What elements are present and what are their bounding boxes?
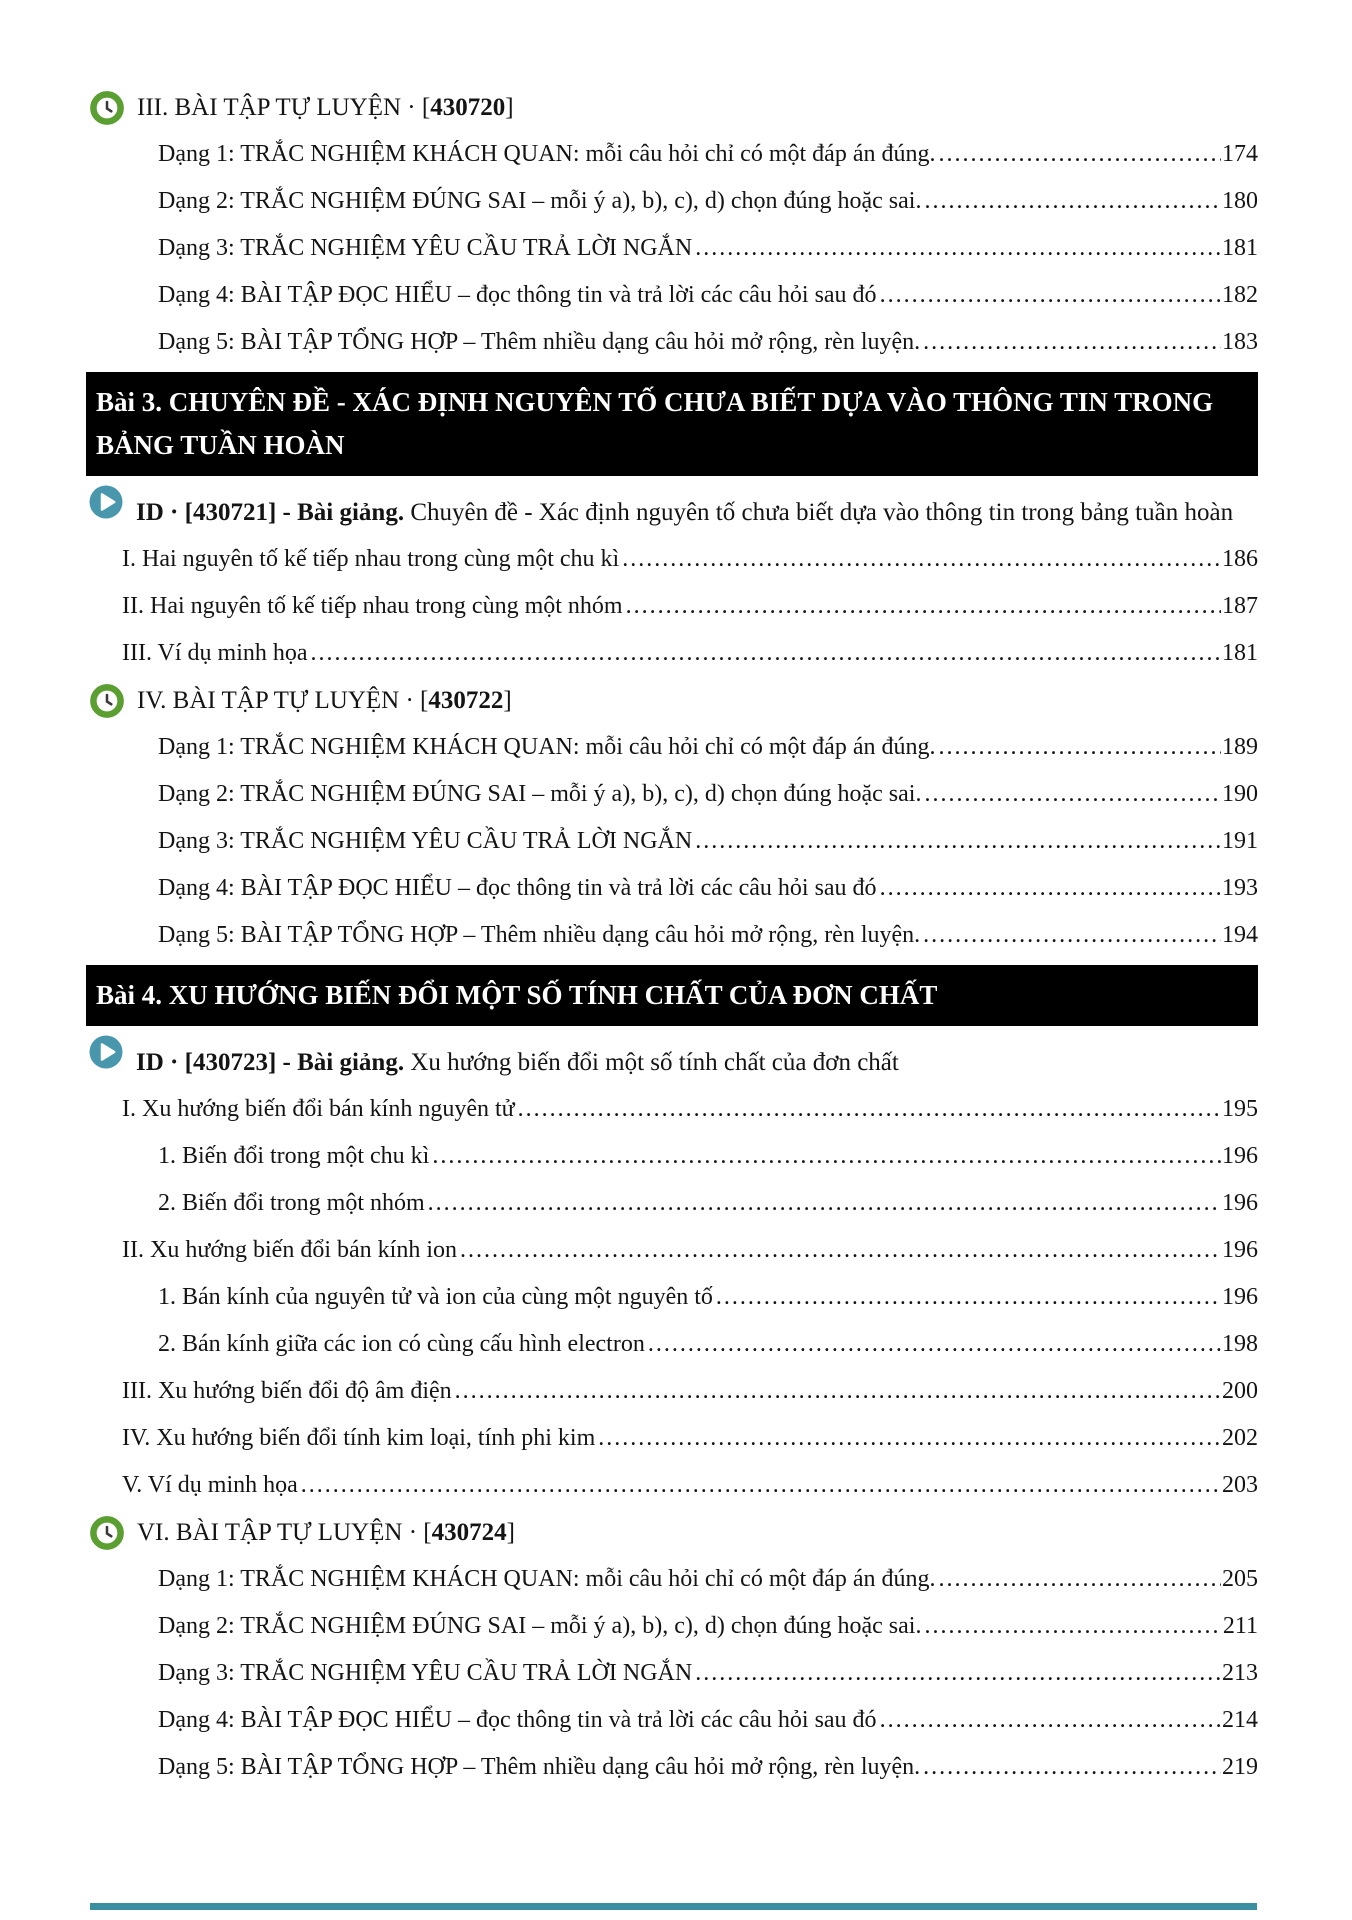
toc-entry-label: Dạng 3: TRẮC NGHIỆM YÊU CẦU TRẢ LỜI NGẮN [158, 1660, 693, 1686]
toc-entry-label: 2. Biến đổi trong một nhóm [158, 1190, 425, 1216]
exercise-title-close: ] [506, 1519, 515, 1546]
toc-entry [86, 912, 1258, 959]
toc-entry-label: Dạng 1: TRẮC NGHIỆM KHÁCH QUAN: mỗi câu hỏi chỉ có một đáp án đúng. [158, 1566, 936, 1592]
dot-leader [923, 912, 1221, 959]
lecture-heading [86, 1034, 1258, 1086]
toc-entry [86, 771, 1258, 818]
toc-entry [86, 178, 1258, 225]
toc-entry [86, 1227, 1258, 1274]
clock-icon [90, 684, 124, 718]
exercise-heading [86, 84, 1258, 131]
clock-icon [90, 1516, 124, 1550]
exercise-id: 430722 [428, 687, 504, 714]
exercise-heading [86, 1509, 1258, 1556]
exercise-title-text: VI. BÀI TẬP TỰ LUYỆN · [ [137, 1519, 432, 1546]
toc-entry-label: I. Hai nguyên tố kế tiếp nhau trong cùng một chu kì [122, 546, 620, 572]
exercise-title-text: IV. BÀI TẬP TỰ LUYỆN · [ [137, 687, 429, 714]
toc-entry-label: Dạng 2: TRẮC NGHIỆM ĐÚNG SAI – mỗi ý a), b), c), d) chọn đúng hoặc sai. [158, 188, 922, 214]
toc-entry-page: 213 [1222, 1660, 1258, 1686]
dot-leader [622, 536, 1221, 583]
play-icon [88, 1034, 124, 1070]
toc-entry-page: 205 [1222, 1566, 1258, 1592]
footer-bar [90, 1903, 1257, 1910]
toc-entry-label: II. Xu hướng biến đổi bán kính ion [122, 1237, 457, 1263]
toc-entry-label: 1. Biến đổi trong một chu kì [158, 1143, 430, 1169]
toc-entry [86, 1744, 1258, 1791]
lecture-id-label: ID · [430723] - Bài giảng. [136, 1049, 405, 1076]
toc-entry-page: 181 [1222, 640, 1258, 666]
toc-entry [86, 818, 1258, 865]
toc-entry-page: 181 [1222, 235, 1258, 261]
dot-leader [923, 319, 1221, 366]
toc-entry-label: Dạng 1: TRẮC NGHIỆM KHÁCH QUAN: mỗi câu hỏi chỉ có một đáp án đúng. [158, 734, 936, 760]
dot-leader [716, 1274, 1221, 1321]
toc-entry-label: Dạng 4: BÀI TẬP ĐỌC HIỂU – đọc thông tin và trả lời các câu hỏi sau đó [158, 1707, 877, 1733]
toc-entry-page: 186 [1222, 546, 1258, 572]
toc-entry [86, 1415, 1258, 1462]
toc-entry-page: 214 [1222, 1707, 1258, 1733]
toc-rows [86, 84, 1258, 1791]
toc-entry [86, 1133, 1258, 1180]
dot-leader [938, 1556, 1221, 1603]
dot-leader [938, 724, 1221, 771]
toc-entry-page: 183 [1222, 329, 1258, 355]
toc-entry-page: 196 [1222, 1284, 1258, 1310]
dot-leader [938, 131, 1221, 178]
toc-entry-page: 191 [1222, 828, 1258, 854]
toc-entry-page: 211 [1222, 1613, 1258, 1639]
dot-leader [695, 1650, 1221, 1697]
exercise-title-text: III. BÀI TẬP TỰ LUYỆN · [ [137, 94, 431, 121]
toc-entry-label: Dạng 5: BÀI TẬP TỔNG HỢP – Thêm nhiều dạng câu hỏi mở rộng, rèn luyện. [158, 329, 921, 355]
exercise-id: 430720 [430, 94, 506, 121]
toc-entry [86, 1321, 1258, 1368]
lecture-title: Xu hướng biến đổi một số tính chất của đơn chất [404, 1049, 899, 1076]
play-icon [88, 484, 124, 520]
dot-leader [880, 865, 1221, 912]
dot-leader [598, 1415, 1221, 1462]
toc-entry [86, 1368, 1258, 1415]
toc-entry-label: Dạng 5: BÀI TẬP TỔNG HỢP – Thêm nhiều dạng câu hỏi mở rộng, rèn luyện. [158, 922, 921, 948]
toc-entry [86, 131, 1258, 178]
dot-leader [880, 1697, 1221, 1744]
section-banner-title: Bài 4. XU HƯỚNG BIẾN ĐỔI MỘT SỐ TÍNH CHẤT CỦA ĐƠN CHẤT [96, 980, 938, 1010]
toc-entry [86, 724, 1258, 771]
lecture-title: Chuyên đề - Xác định nguyên tố chưa biết dựa vào thông tin trong bảng tuần hoàn [404, 499, 1234, 526]
toc-entry-page: 219 [1222, 1754, 1258, 1780]
dot-leader [880, 272, 1221, 319]
dot-leader [923, 1744, 1221, 1791]
toc-entry [86, 225, 1258, 272]
exercise-heading [86, 677, 1258, 724]
exercise-title [137, 677, 512, 724]
dot-leader [924, 1603, 1221, 1650]
toc-entry-label: Dạng 2: TRẮC NGHIỆM ĐÚNG SAI – mỗi ý a), b), c), d) chọn đúng hoặc sai. [158, 1613, 922, 1639]
toc-entry-page: 198 [1222, 1331, 1258, 1357]
toc-entry-page: 189 [1222, 734, 1258, 760]
dot-leader [924, 771, 1221, 818]
toc-entry [86, 865, 1258, 912]
toc-entry [86, 536, 1258, 583]
toc-entry-page: 180 [1222, 188, 1258, 214]
toc-entry-page: 190 [1222, 781, 1258, 807]
toc-entry-label: Dạng 4: BÀI TẬP ĐỌC HIỂU – đọc thông tin và trả lời các câu hỏi sau đó [158, 282, 877, 308]
exercise-id: 430724 [431, 1519, 507, 1546]
dot-leader [428, 1180, 1221, 1227]
toc-entry [86, 1462, 1258, 1509]
toc-entry-label: Dạng 2: TRẮC NGHIỆM ĐÚNG SAI – mỗi ý a), b), c), d) chọn đúng hoặc sai. [158, 781, 922, 807]
dot-leader [518, 1086, 1221, 1133]
toc-entry-page: 187 [1222, 593, 1258, 619]
dot-leader [648, 1321, 1221, 1368]
section-banner [86, 965, 1258, 1026]
dot-leader [301, 1462, 1221, 1509]
exercise-title [137, 84, 514, 131]
toc-entry [86, 1650, 1258, 1697]
toc-entry-label: II. Hai nguyên tố kế tiếp nhau trong cùng một nhóm [122, 593, 623, 619]
toc-entry-label: III. Ví dụ minh họa [122, 640, 308, 666]
toc-entry [86, 1274, 1258, 1321]
section-banner-title: Bài 3. CHUYÊN ĐỀ - XÁC ĐỊNH NGUYÊN TỐ CHƯA BIẾT DỰA VÀO THÔNG TIN TRONG BẢNG TUẦN HOÀN [96, 387, 1214, 460]
toc-entry-label: Dạng 4: BÀI TẬP ĐỌC HIỂU – đọc thông tin và trả lời các câu hỏi sau đó [158, 875, 877, 901]
toc-entry-label: IV. Xu hướng biến đổi tính kim loại, tính phi kim [122, 1425, 596, 1451]
lecture-heading [86, 484, 1258, 536]
toc-entry-page: 200 [1222, 1378, 1258, 1404]
dot-leader [432, 1133, 1221, 1180]
toc-entry [86, 1180, 1258, 1227]
exercise-title-close: ] [503, 687, 512, 714]
exercise-title-close: ] [505, 94, 514, 121]
dot-leader [460, 1227, 1221, 1274]
dot-leader [695, 818, 1221, 865]
clock-icon [90, 91, 124, 125]
toc-entry-page: 174 [1222, 141, 1258, 167]
section-banner [86, 372, 1258, 476]
toc-entry [86, 1086, 1258, 1133]
dot-leader [455, 1368, 1221, 1415]
toc-entry-page: 194 [1222, 922, 1258, 948]
toc-entry-label: Dạng 3: TRẮC NGHIỆM YÊU CẦU TRẢ LỜI NGẮN [158, 235, 693, 261]
toc-entry-page: 203 [1222, 1472, 1258, 1498]
toc-entry-label: I. Xu hướng biến đổi bán kính nguyên tử [122, 1096, 515, 1122]
toc-entry-label: III. Xu hướng biến đổi độ âm điện [122, 1378, 452, 1404]
toc-entry [86, 1556, 1258, 1603]
toc-entry-label: 1. Bán kính của nguyên tử và ion của cùng một nguyên tố [158, 1284, 713, 1310]
toc-entry [86, 583, 1258, 630]
toc-entry-page: 196 [1222, 1190, 1258, 1216]
dot-leader [924, 178, 1221, 225]
toc-entry-page: 193 [1222, 875, 1258, 901]
dot-leader [695, 225, 1221, 272]
toc-entry [86, 272, 1258, 319]
toc-entry-label: Dạng 3: TRẮC NGHIỆM YÊU CẦU TRẢ LỜI NGẮN [158, 828, 693, 854]
dot-leader [311, 630, 1221, 677]
toc-entry [86, 319, 1258, 366]
toc-entry-label: Dạng 5: BÀI TẬP TỔNG HỢP – Thêm nhiều dạng câu hỏi mở rộng, rèn luyện. [158, 1754, 921, 1780]
toc-entry-page: 196 [1222, 1237, 1258, 1263]
toc-entry-page: 195 [1222, 1096, 1258, 1122]
toc-entry-page: 196 [1222, 1143, 1258, 1169]
toc-entry-label: V. Ví dụ minh họa [122, 1472, 298, 1498]
toc-entry [86, 630, 1258, 677]
toc-entry [86, 1697, 1258, 1744]
dot-leader [626, 583, 1221, 630]
toc-entry-label: 2. Bán kính giữa các ion có cùng cấu hình electron [158, 1331, 645, 1357]
toc-entry-page: 202 [1222, 1425, 1258, 1451]
exercise-title [137, 1509, 515, 1556]
toc-entry [86, 1603, 1258, 1650]
toc-entry-label: Dạng 1: TRẮC NGHIỆM KHÁCH QUAN: mỗi câu hỏi chỉ có một đáp án đúng. [158, 141, 936, 167]
toc-entry-page: 182 [1222, 282, 1258, 308]
lecture-id-label: ID · [430721] - Bài giảng. [136, 499, 405, 526]
